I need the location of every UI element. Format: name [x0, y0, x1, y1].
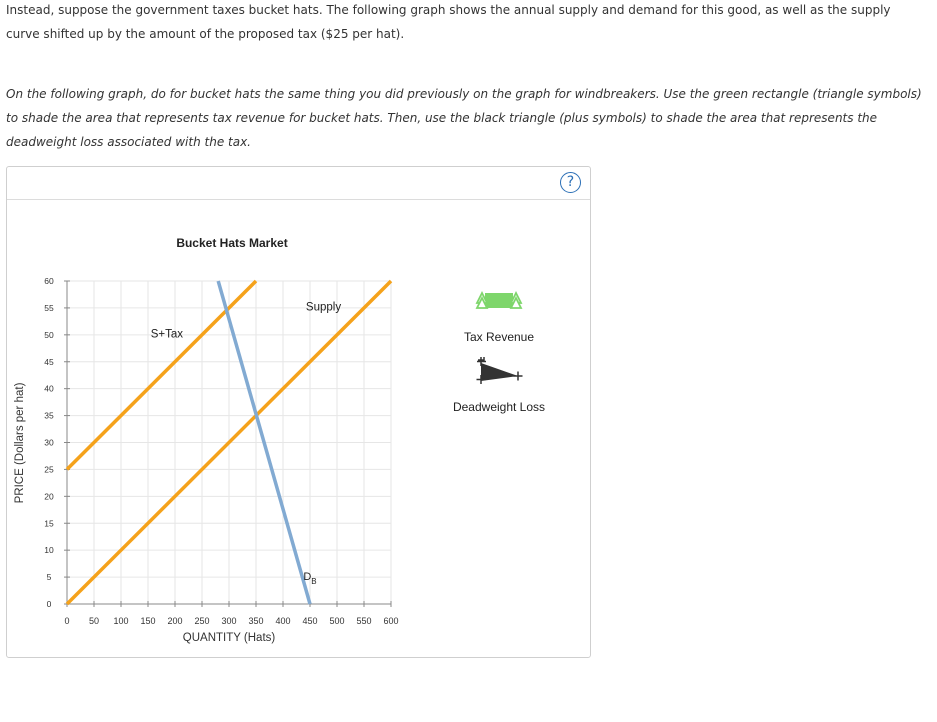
x-tick-label: 600: [383, 616, 399, 626]
x-axis-label: QUANTITY (Hats): [182, 632, 276, 644]
x-tick-label: 50: [88, 616, 100, 626]
s-plus-tax-label: S+Tax: [150, 328, 184, 341]
x-tick-label: 400: [275, 616, 291, 626]
x-tick-label: 200: [167, 616, 183, 626]
deadweight-loss-label: Deadweight Loss: [452, 400, 546, 414]
y-tick-label: 10: [44, 545, 54, 556]
y-tick-label: 35: [44, 410, 54, 421]
x-tick-label: 0: [64, 616, 70, 626]
demand-curve-label: $D_B$: [303, 570, 317, 586]
y-tick-label: 25: [44, 464, 54, 475]
y-tick-label: 5: [46, 572, 52, 583]
help-icon[interactable]: ?: [560, 172, 581, 193]
x-tick-label: 150: [140, 616, 156, 626]
y-tick-label: 50: [44, 329, 54, 340]
y-tick-label: 45: [44, 356, 54, 367]
chart-title: Bucket Hats Market: [176, 236, 288, 250]
supply-curve-label: Supply: [305, 301, 342, 314]
y-tick-label: 0: [46, 599, 52, 609]
y-tick-label: 15: [44, 518, 54, 529]
plus-marker-icon: [514, 372, 523, 381]
x-tick-label: 500: [329, 616, 345, 626]
deadweight-swatch: [481, 363, 518, 381]
x-tick-label: 100: [113, 616, 129, 626]
tax-revenue-label: Tax Revenue: [463, 330, 535, 344]
x-tick-label: 250: [194, 616, 210, 626]
x-tick-label: 300: [221, 616, 237, 626]
y-tick-label: 30: [44, 437, 54, 448]
deadweight-loss-tool[interactable]: [477, 357, 523, 384]
y-tick-label: 40: [44, 383, 54, 394]
x-tick-label: 350: [248, 616, 264, 626]
y-tick-label: 20: [44, 491, 54, 502]
task-instructions: On the following graph, do for bucket hats the same thing you did previously on the graph for windbreakers. Use the green rectangle (triangle symbols) to shade the area that represents tax revenue for bucket hats. Then, use the black triangle (plus symbols) to shade the area that represents the deadweight loss associated with the tax.: [6, 87, 922, 149]
intro-text: Instead, suppose the government taxes bucket hats. The following graph shows the annual supply and demand for this good, as well as the supply curve shifted up by the amount of the proposed tax ($25 per hat).: [6, 3, 891, 41]
labels: [151, 302, 342, 586]
y-tick-label: 60: [44, 276, 54, 286]
x-tick-label: 450: [302, 616, 318, 626]
demand-subscript: B: [311, 576, 317, 586]
x-tick-label: 550: [356, 616, 372, 626]
y-tick-label: 55: [44, 302, 54, 313]
tax-revenue-swatch: [485, 293, 513, 308]
tax-revenue-tool[interactable]: [477, 293, 521, 308]
y-axis-label: PRICE (Dollars per hat): [14, 382, 26, 504]
